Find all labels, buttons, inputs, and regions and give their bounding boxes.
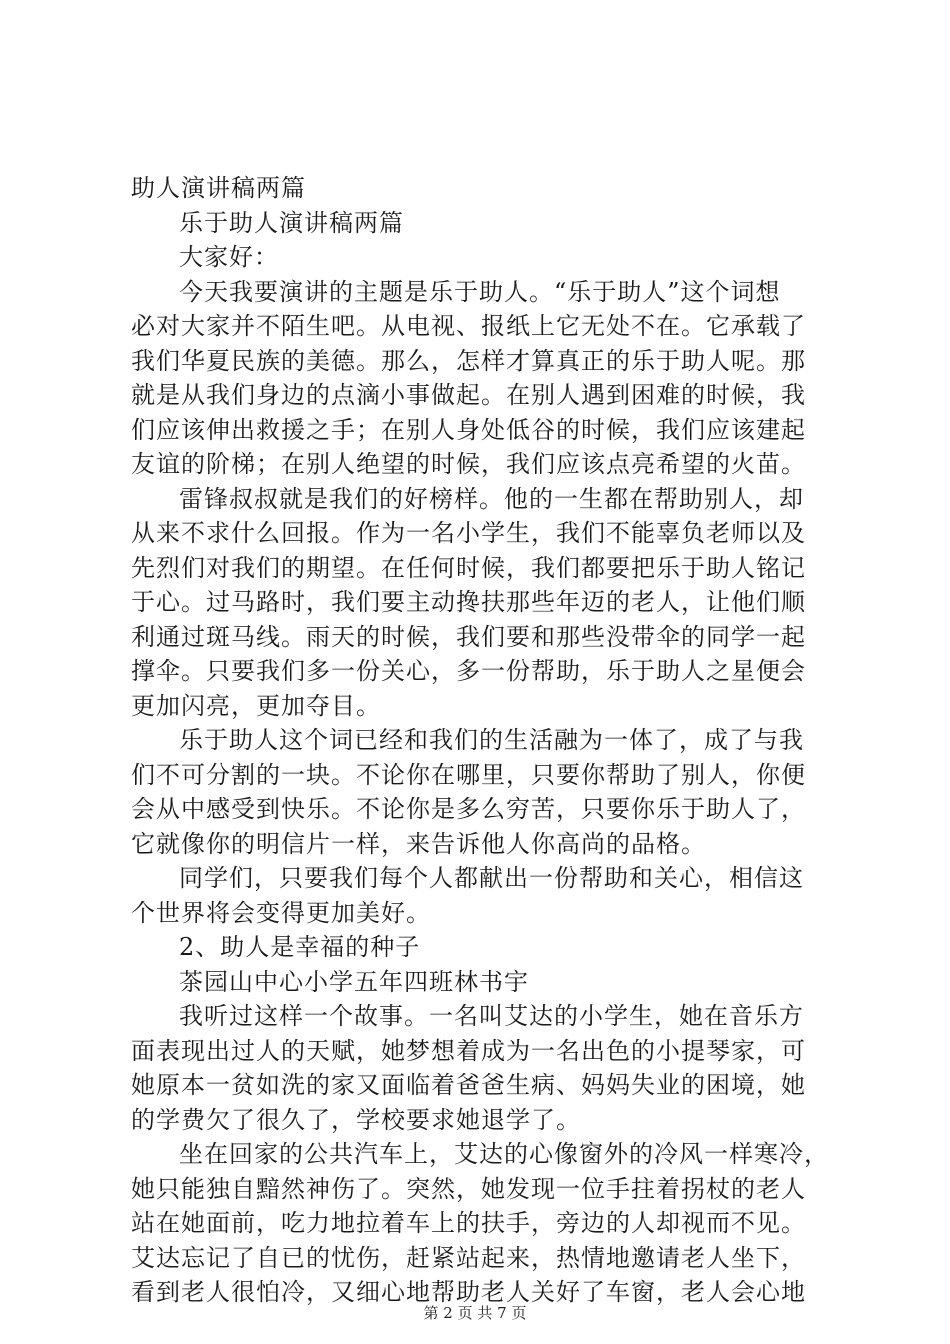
text-line: 同学们，只要我们每个人都献出一份帮助和关心，相信这 <box>179 864 804 892</box>
text-line: 利通过斑马线。雨天的时候，我们要和那些没带伞的同学一起 <box>131 622 806 651</box>
text-line: 个世界将会变得更加美好。 <box>131 898 431 927</box>
text-line: 2、助人是幸福的种子 <box>179 933 421 961</box>
text-line: 雷锋叔叔就是我们的好榜样。他的一生都在帮助别人，却 <box>179 484 804 513</box>
text-line: 站在她面前，吃力地拉着车上的扶手，旁边的人却视而不见。 <box>131 1209 806 1237</box>
text-line: 坐在回家的公共汽车上，艾达的心像窗外的冷风一样寒冷， <box>179 1140 829 1168</box>
text-line: 更加闪亮，更加夺目。 <box>131 691 381 720</box>
text-line: 乐于助人演讲稿两篇 <box>179 208 404 237</box>
text-line: 茶园山中心小学五年四班林书宇 <box>179 967 529 996</box>
text-line: 它就像你的明信片一样，来告诉他人你高尚的品格。 <box>131 829 706 858</box>
document-body <box>131 171 831 1310</box>
text-line: 的学费欠了很久了，学校要求她退学了。 <box>131 1105 581 1134</box>
text-line: 会从中感受到快乐。不论你是多么穷苦，只要你乐于助人了， <box>131 795 806 823</box>
text-line: 就是从我们身边的点滴小事做起。在别人遇到困难的时候，我 <box>131 381 806 409</box>
text-line: 们应该伸出救援之手；在别人身处低谷的时候，我们应该建起 <box>131 415 806 444</box>
text-line: 看到老人很怕冷，又细心地帮助老人关好了车窗，老人会心地 <box>131 1278 806 1306</box>
page-footer: 第 2 页 共 7 页 <box>423 1304 527 1322</box>
text-line: 她原本一贫如洗的家又面临着爸爸生病、妈妈失业的困境，她 <box>131 1071 806 1099</box>
text-line: 我听过这样一个故事。一名叫艾达的小学生，她在音乐方 <box>179 1002 804 1030</box>
text-line: 友谊的阶梯；在别人绝望的时候，我们应该点亮希望的火苗。 <box>131 450 806 478</box>
text-line: 艾达忘记了自已的忧伤，赶紧站起来，热情地邀请老人坐下， <box>131 1243 806 1272</box>
text-line: 于心。过马路时，我们要主动搀扶那些年迈的老人，让他们顺 <box>131 588 806 616</box>
document-title: 助人演讲稿两篇 <box>131 174 306 202</box>
text-line: 大家好： <box>179 243 279 271</box>
text-line: 先烈们对我们的期望。在任何时候，我们都要把乐于助人铭记 <box>131 553 806 582</box>
text-line: 我们华夏民族的美德。那么，怎样才算真正的乐于助人呢。那 <box>131 346 806 375</box>
text-line: 们不可分割的一块。不论你在哪里，只要你帮助了别人，你便 <box>131 760 806 789</box>
text-line: 撑伞。只要我们多一份关心，多一份帮助，乐于助人之星便会 <box>131 657 806 685</box>
text-line: 今天我要演讲的主题是乐于助人。“乐于助人”这个词想 <box>179 277 781 306</box>
text-line: 从来不求什么回报。作为一名小学生，我们不能辜负老师以及 <box>131 519 806 547</box>
text-line: 她只能独自黯然神伤了。突然，她发现一位手拄着拐杖的老人 <box>131 1174 806 1203</box>
text-line: 面表现出过人的天赋，她梦想着成为一名出色的小提琴家，可 <box>131 1036 806 1065</box>
text-line: 乐于助人这个词已经和我们的生活融为一体了，成了与我 <box>179 726 804 754</box>
text-line: 必对大家并不陌生吧。从电视、报纸上它无处不在。它承载了 <box>131 312 806 340</box>
